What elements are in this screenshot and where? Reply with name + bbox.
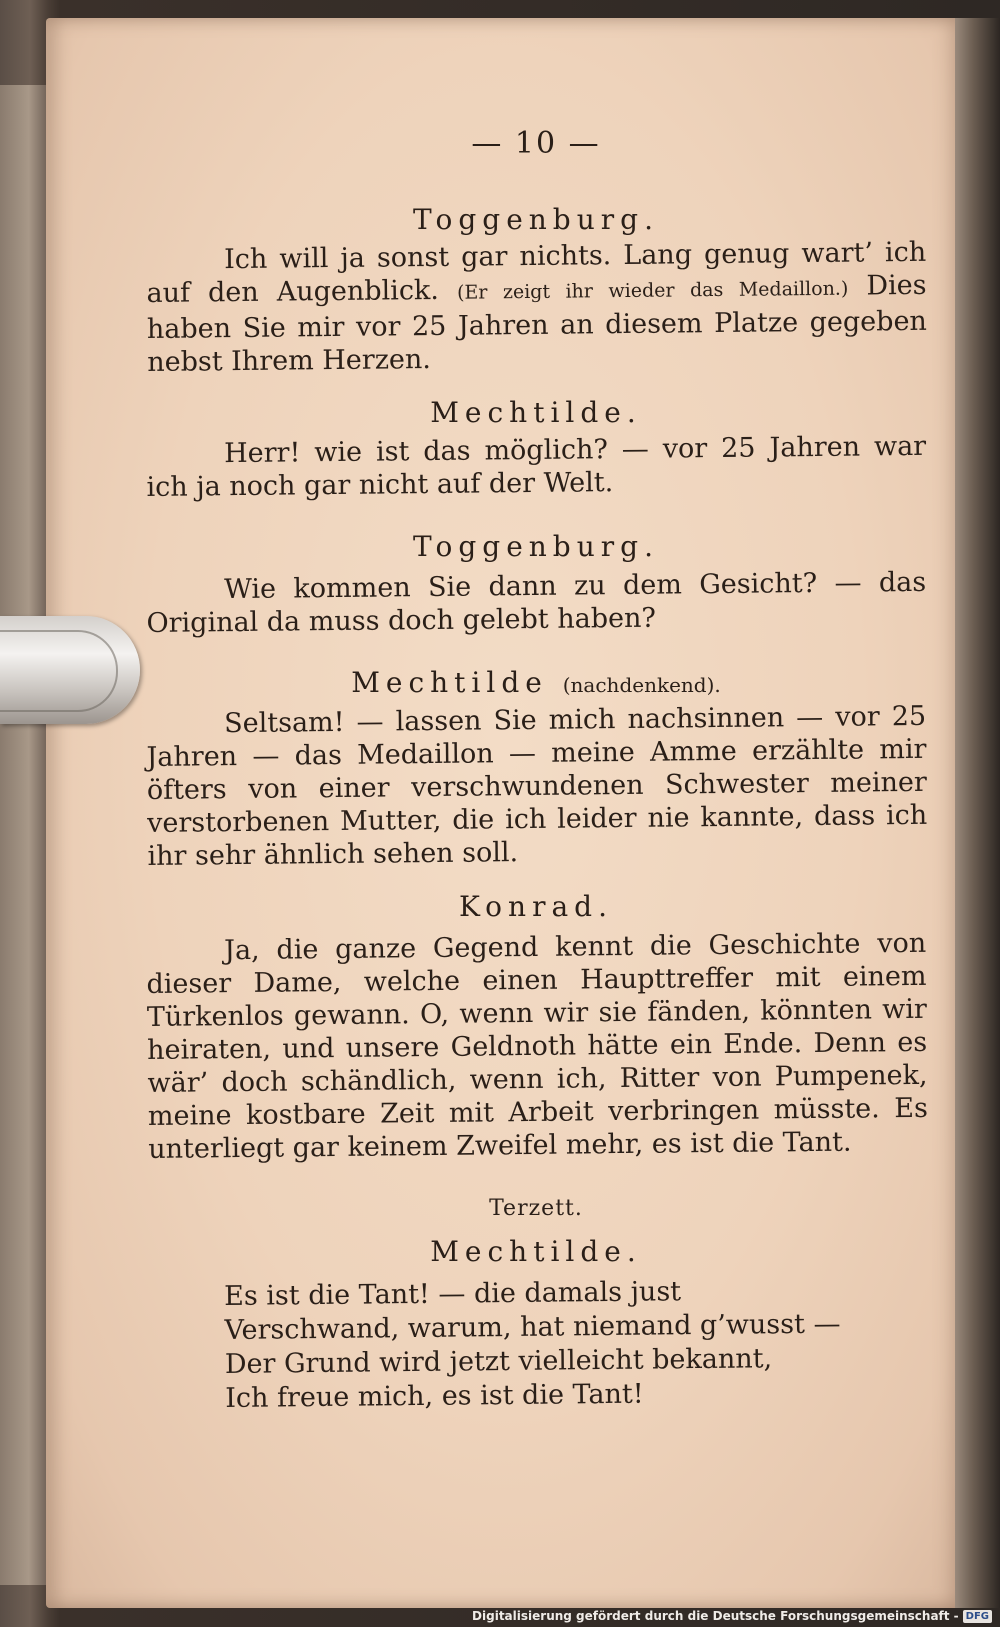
verse-line: Verschwand, warum, hat niemand g’wusst — [224,1308,841,1346]
dialogue-toggenburg-1 [146,236,927,379]
speaker-toggenburg-2: Toggenburg. [413,530,659,563]
digitization-footer [472,1609,992,1623]
stage-direction: (Er zeigt ihr wieder das Medaillon.) [456,277,849,304]
dialogue-toggenburg-2: Wie kommen Sie dann zu dem Gesicht? — das Original da muss doch gelebt haben? [146,566,927,639]
dialogue-mechtilde-1: Herr! wie ist das möglich? — vor 25 Jahren war ich ja noch gar nicht auf der Welt. [146,430,927,503]
speaker-mechtilde-1: Mechtilde. [430,396,642,429]
section-title: Terzett. [489,1196,583,1221]
dialogue-text: Dies haben Sie mir vor 25 Jahren an diesem Platze gegeben nebst Ihrem Herzen. [146,269,928,378]
dfg-logo: DFG [963,1610,992,1623]
speaker-toggenburg-1: Toggenburg. [413,203,659,236]
speaker-mechtilde-2 [146,666,926,699]
dialogue-mechtilde-2: Seltsam! — lassen Sie mich nachsinnen — vor 25 Jahren — das Medaillon — meine Amme erzählte mir öfters von einer verschwundenen Schwester meiner verstorbenen Mutter, die ich leider nie kannte, dass ich ihr sehr ähnlich sehen soll. [146,700,928,872]
paper-clip-inner [0,630,118,712]
page-number: — 10 — [471,126,601,161]
stage-direction: (nachdenkend). [562,673,721,697]
speaker-konrad: Konrad. [459,890,613,923]
book-left-edge [0,85,48,1585]
dialogue-konrad: Ja, die ganze Gegend kennt die Geschichte von dieser Dame, welche einen Haupttreffer mit einem Türkenlos gewann. O, wenn wir sie fänden, könnten wir heiraten, und unsere Geldnoth hätte ein Ende. Denn es wär’ doch schändlich, wenn ich, Ritter von Pumpenek, meine kostbare Zeit mit Arbeit verbringen müsste. Es unterliegt gar keinem Zweifel mehr, es ist die Tant. [146,927,929,1165]
verse-line: Ich freue mich, es ist die Tant! [225,1378,644,1414]
verse [224,1273,925,1416]
verse-line: Es ist die Tant! — die damals just [224,1276,682,1312]
paper-clip [0,616,140,724]
book-page [46,18,964,1608]
footer-text: Digitalisierung gefördert durch die Deutsche Forschungsgemeinschaft - [472,1609,959,1623]
book-right-edge [955,18,1000,1608]
speaker-mechtilde-3: Mechtilde. [430,1235,642,1268]
speaker-name: Mechtilde [351,666,548,699]
verse-line: Der Grund wird jetzt vielleicht bekannt, [224,1343,773,1380]
dialogue-text: Ich will ja sonst gar nichts. Lang genug wart’ ich auf den Augenblick. [146,236,927,309]
